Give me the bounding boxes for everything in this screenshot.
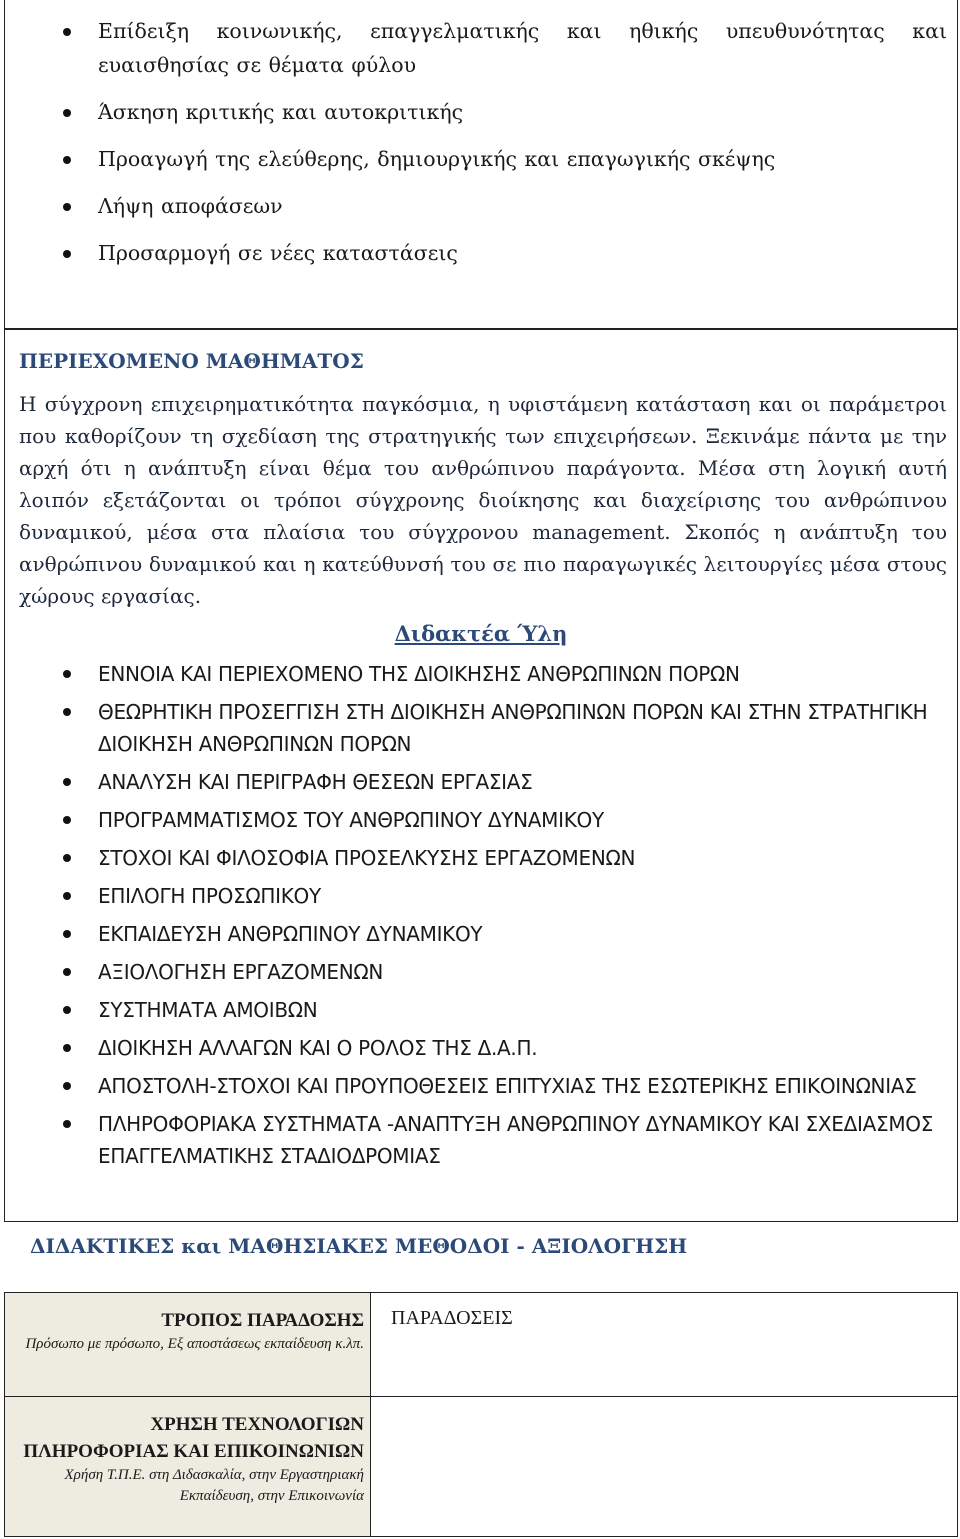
row-value: ΠΑΡΑΔΟΣΕΙΣ bbox=[371, 1293, 958, 1397]
methods-section-title: ΔΙΔΑΚΤΙΚΕΣ και ΜΑΘΗΣΙΑΚΕΣ ΜΕΘΟΔΟΙ - ΑΞΙΟΛΟΓΗΣΗ bbox=[30, 1234, 688, 1258]
syllabus-heading: Διδακτέα Ύλη bbox=[394, 621, 568, 646]
table-row bbox=[5, 1397, 958, 1537]
row-label: ΧΡΗΣΗ ΤΕΧΝΟΛΟΓΙΩΝ ΠΛΗΡΟΦΟΡΙΑΣ ΚΑΙ ΕΠΙΚΟΙΝΩΝΙΩΝ bbox=[23, 1414, 364, 1462]
list-item: ΑΞΙΟΛΟΓΗΣΗ ΕΡΓΑΖΟΜΕΝΩΝ bbox=[5, 956, 957, 988]
list-item: ΘΕΩΡΗΤΙΚΗ ΠΡΟΣΕΓΓΙΣΗ ΣΤΗ ΔΙΟΙΚΗΣΗ ΑΝΘΡΩΠΙΝΩΝ ΠΟΡΩΝ ΚΑΙ ΣΤΗΝ ΣΤΡΑΤΗΓΙΚΗ ΔΙΟΙΚΗΣΗ ΑΝΘΡΩΠΙΝΩΝ ΠΟΡΩΝ bbox=[5, 696, 957, 760]
list-item: ΣΤΟΧΟΙ ΚΑΙ ΦΙΛΟΣΟΦΙΑ ΠΡΟΣΕΛΚΥΣΗΣ ΕΡΓΑΖΟΜΕΝΩΝ bbox=[5, 842, 957, 874]
syllabus-list bbox=[5, 658, 957, 1172]
list-item: ΠΛΗΡΟΦΟΡΙΑΚΑ ΣΥΣΤΗΜΑΤΑ -ΑΝΑΠΤΥΞΗ ΑΝΘΡΩΠΙΝΟΥ ΔΥΝΑΜΙΚΟΥ ΚΑΙ ΣΧΕΔΙΑΣΜΟΣ ΕΠΑΓΓΕΛΜΑΤΙΚΗΣ ΣΤΑΔΙΟΔΡΟΜΙΑΣ bbox=[5, 1108, 957, 1172]
methods-table bbox=[4, 1292, 958, 1537]
list-item: ΑΝΑΛΥΣΗ ΚΑΙ ΠΕΡΙΓΡΑΦΗ ΘΕΣΕΩΝ ΕΡΓΑΣΙΑΣ bbox=[5, 766, 957, 798]
row-value bbox=[371, 1397, 958, 1537]
list-item: ΔΙΟΙΚΗΣΗ ΑΛΛΑΓΩΝ ΚΑΙ Ο ΡΟΛΟΣ ΤΗΣ Δ.Α.Π. bbox=[5, 1032, 957, 1064]
skills-list bbox=[5, 0, 957, 270]
skills-box bbox=[4, 0, 958, 329]
list-item: Προαγωγή της ελεύθερης, δημιουργικής και επαγωγικής σκέψης bbox=[5, 142, 957, 176]
row-sublabel: Πρόσωπο με πρόσωπο, Εξ αποστάσεως εκπαίδευση κ.λπ. bbox=[25, 1336, 364, 1352]
list-item: ΣΥΣΤΗΜΑΤΑ ΑΜΟΙΒΩΝ bbox=[5, 994, 957, 1026]
row-label-cell bbox=[5, 1397, 371, 1537]
list-item: ΕΝΝΟΙΑ ΚΑΙ ΠΕΡΙΕΧΟΜΕΝΟ ΤΗΣ ΔΙΟΙΚΗΣΗΣ ΑΝΘΡΩΠΙΝΩΝ ΠΟΡΩΝ bbox=[5, 658, 957, 690]
row-sublabel: Χρήση Τ.Π.Ε. στη Διδασκαλία, στην Εργαστηριακή Εκπαίδευση, στην Επικοινωνία bbox=[64, 1467, 364, 1504]
course-description: Η σύγχρονη επιχειρηματικότητα παγκόσμια, η υφιστάμενη κατάσταση και οι παράμετροι που καθορίζουν τη σχεδίαση της στρατηγικής των επιχειρήσεων. Ξεκινάμε πάντα με την αρχή ότι η ανάπτυξη είναι θέμα του ανθρώπινου παράγοντα. Μέσα στη λογική αυτή λοιπόν εξετάζονται οι τρόποι σύγχρονης διοίκησης και διαχείρισης του ανθρώπινου δυναμικού, μέσα στα πλαίσια του σύγχρονου management. Σκοπός η ανάπτυξη του ανθρώπινου δυναμικού και η κατεύθυνσή του σε πιο παραγωγικές λειτουργίες μέσα στους χώρους εργασίας. bbox=[19, 392, 947, 608]
list-item: ΠΡΟΓΡΑΜΜΑΤΙΣΜΟΣ ΤΟΥ ΑΝΘΡΩΠΙΝΟΥ ΔΥΝΑΜΙΚΟΥ bbox=[5, 804, 957, 836]
section-heading: ΠΕΡΙΕΧΟΜΕΝΟ ΜΑΘΗΜΑΤΟΣ bbox=[19, 349, 364, 373]
row-label: ΤΡΟΠΟΣ ΠΑΡΑΔΟΣΗΣ bbox=[161, 1310, 364, 1331]
list-item: Επίδειξη κοινωνικής, επαγγελματικής και ηθικής υπευθυνότητας και ευαισθησίας σε θέματα φύλου bbox=[5, 14, 957, 82]
list-item: Προσαρμογή σε νέες καταστάσεις bbox=[5, 236, 957, 270]
list-item: Άσκηση κριτικής και αυτοκριτικής bbox=[5, 95, 957, 129]
course-content-box bbox=[4, 329, 958, 1222]
list-item: ΕΠΙΛΟΓΗ ΠΡΟΣΩΠΙΚΟΥ bbox=[5, 880, 957, 912]
list-item: ΕΚΠΑΙΔΕΥΣΗ ΑΝΘΡΩΠΙΝΟΥ ΔΥΝΑΜΙΚΟΥ bbox=[5, 918, 957, 950]
list-item: Λήψη αποφάσεων bbox=[5, 189, 957, 223]
table-row bbox=[5, 1293, 958, 1397]
list-item: ΑΠΟΣΤΟΛΗ-ΣΤΟΧΟΙ ΚΑΙ ΠΡΟΥΠΟΘΕΣΕΙΣ ΕΠΙΤΥΧΙΑΣ ΤΗΣ ΕΣΩΤΕΡΙΚΗΣ ΕΠΙΚΟΙΝΩΝΙΑΣ bbox=[5, 1070, 957, 1102]
row-label-cell bbox=[5, 1293, 371, 1397]
